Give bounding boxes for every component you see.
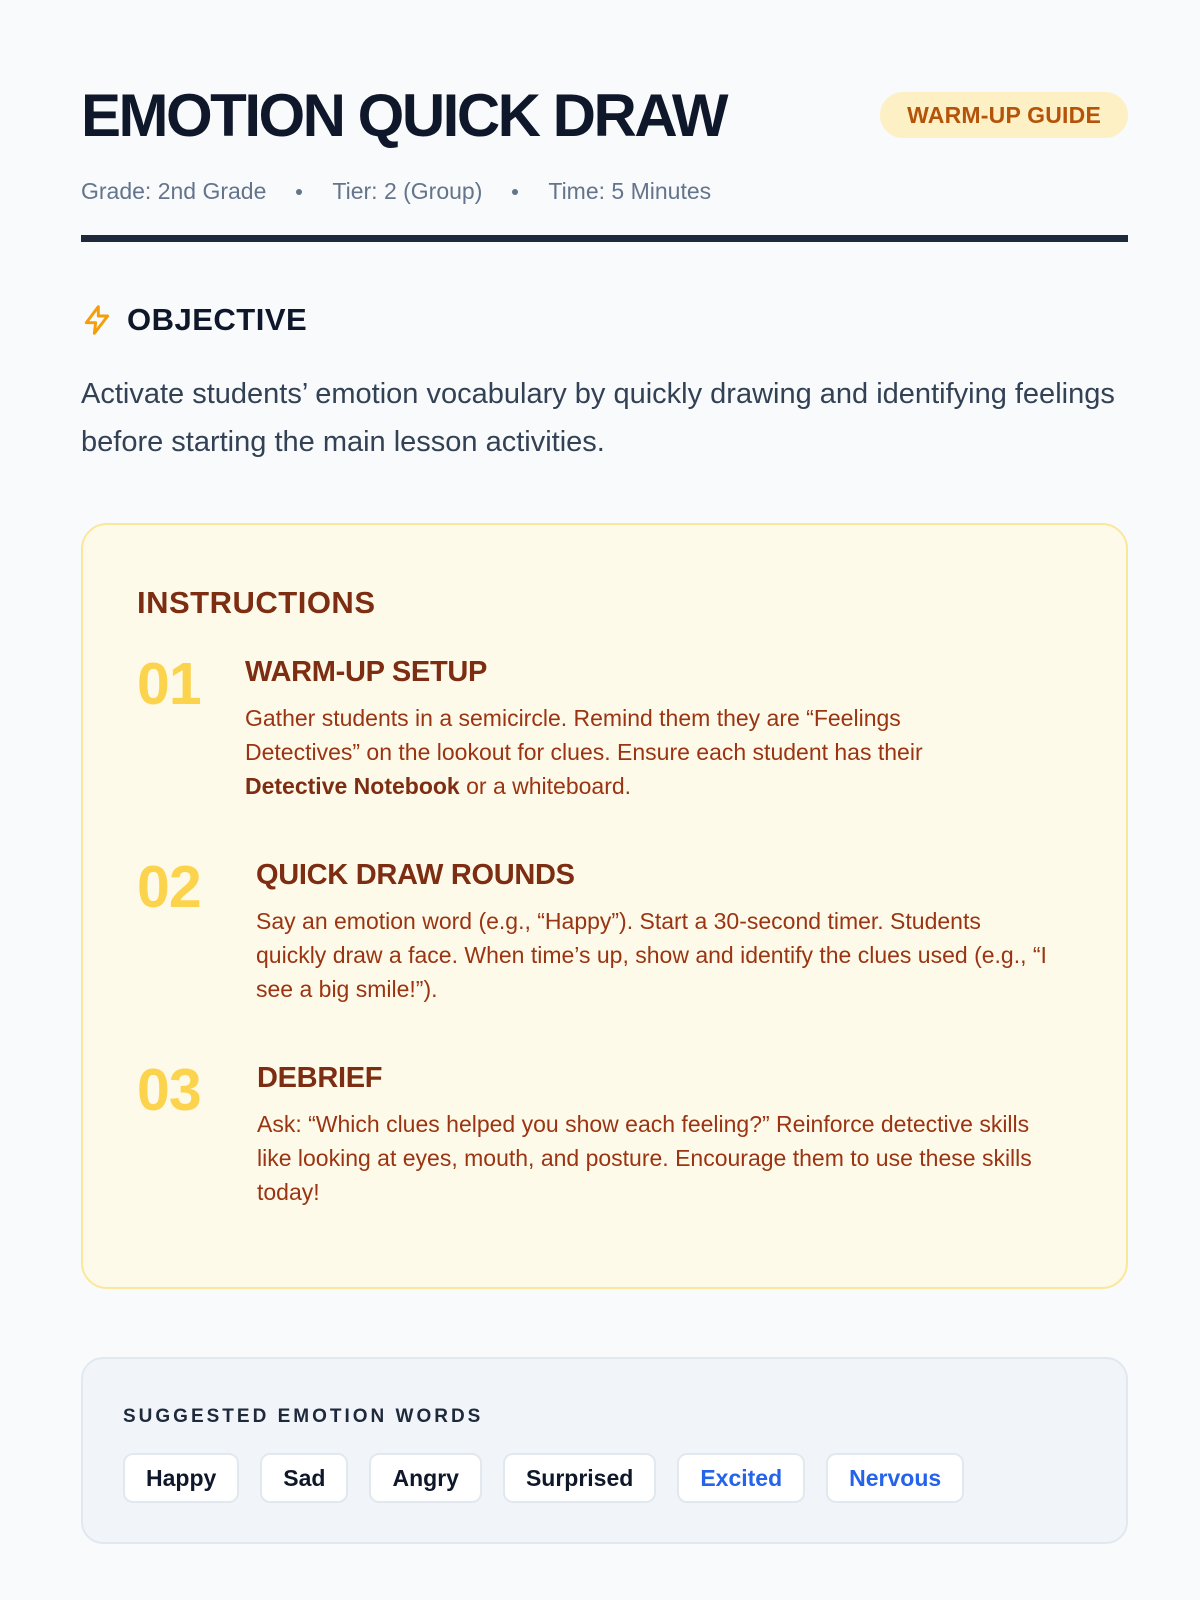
guide-type-badge: WARM-UP GUIDE: [880, 92, 1128, 138]
emotion-words-panel: [81, 1357, 1128, 1544]
step-body: [245, 655, 1005, 803]
step-number: 01: [137, 651, 201, 717]
objective-text: Activate students’ emotion vocabulary by quickly drawing and identifying feelings before starting the main lesson activities.: [81, 378, 1115, 458]
lesson-meta: [81, 178, 711, 205]
meta-grade: Grade: 2nd Grade: [81, 178, 267, 204]
page-title: EMOTION QUICK DRAW: [81, 82, 726, 149]
chip-sad[interactable]: Sad: [260, 1453, 348, 1503]
instructions-title: INSTRUCTIONS: [137, 585, 376, 620]
chip-excited[interactable]: Excited: [677, 1453, 805, 1503]
chip-angry[interactable]: Angry: [369, 1453, 481, 1503]
step-body: [257, 1061, 1047, 1209]
meta-tier: Tier: 2 (Group): [332, 178, 483, 204]
notebook-emphasis: Detective Notebook: [245, 773, 460, 799]
step-text: Gather students in a semicircle. Remind them they are “Feelings Detectives” on the lookout for clues. Ensure each student has their Detective Notebook or a whiteboard.: [245, 705, 923, 799]
emotion-word-chips: [123, 1453, 985, 1503]
step-title: QUICK DRAW ROUNDS: [256, 859, 575, 891]
step-text: Say an emotion word (e.g., “Happy”). Start a 30-second timer. Students quickly draw a face. When time’s up, show and identify the clues used (e.g., “I see a big smile!”).: [256, 908, 1047, 1002]
header-divider: [81, 235, 1128, 242]
chip-surprised[interactable]: Surprised: [503, 1453, 656, 1503]
separator-dot: [296, 189, 302, 195]
lightning-bolt-icon: [81, 304, 113, 336]
objective-title: OBJECTIVE: [127, 302, 308, 337]
emotion-words-title: SUGGESTED EMOTION WORDS: [123, 1406, 484, 1427]
header: [81, 78, 1128, 166]
step-text: Ask: “Which clues helped you show each feeling?” Reinforce detective skills like looking at eyes, mouth, and posture. Encourage them to use these skills today!: [257, 1111, 1032, 1205]
chip-nervous[interactable]: Nervous: [826, 1453, 964, 1503]
objective-heading: [81, 300, 307, 340]
step-title: WARM-UP SETUP: [245, 656, 488, 688]
step-number: 02: [137, 854, 201, 920]
meta-time: Time: 5 Minutes: [548, 178, 712, 204]
instructions-card: [81, 523, 1128, 1289]
step-title: DEBRIEF: [257, 1062, 383, 1094]
step-body: [256, 858, 1056, 1006]
chip-happy[interactable]: Happy: [123, 1453, 239, 1503]
separator-dot: [512, 189, 518, 195]
step-number: 03: [137, 1057, 201, 1123]
